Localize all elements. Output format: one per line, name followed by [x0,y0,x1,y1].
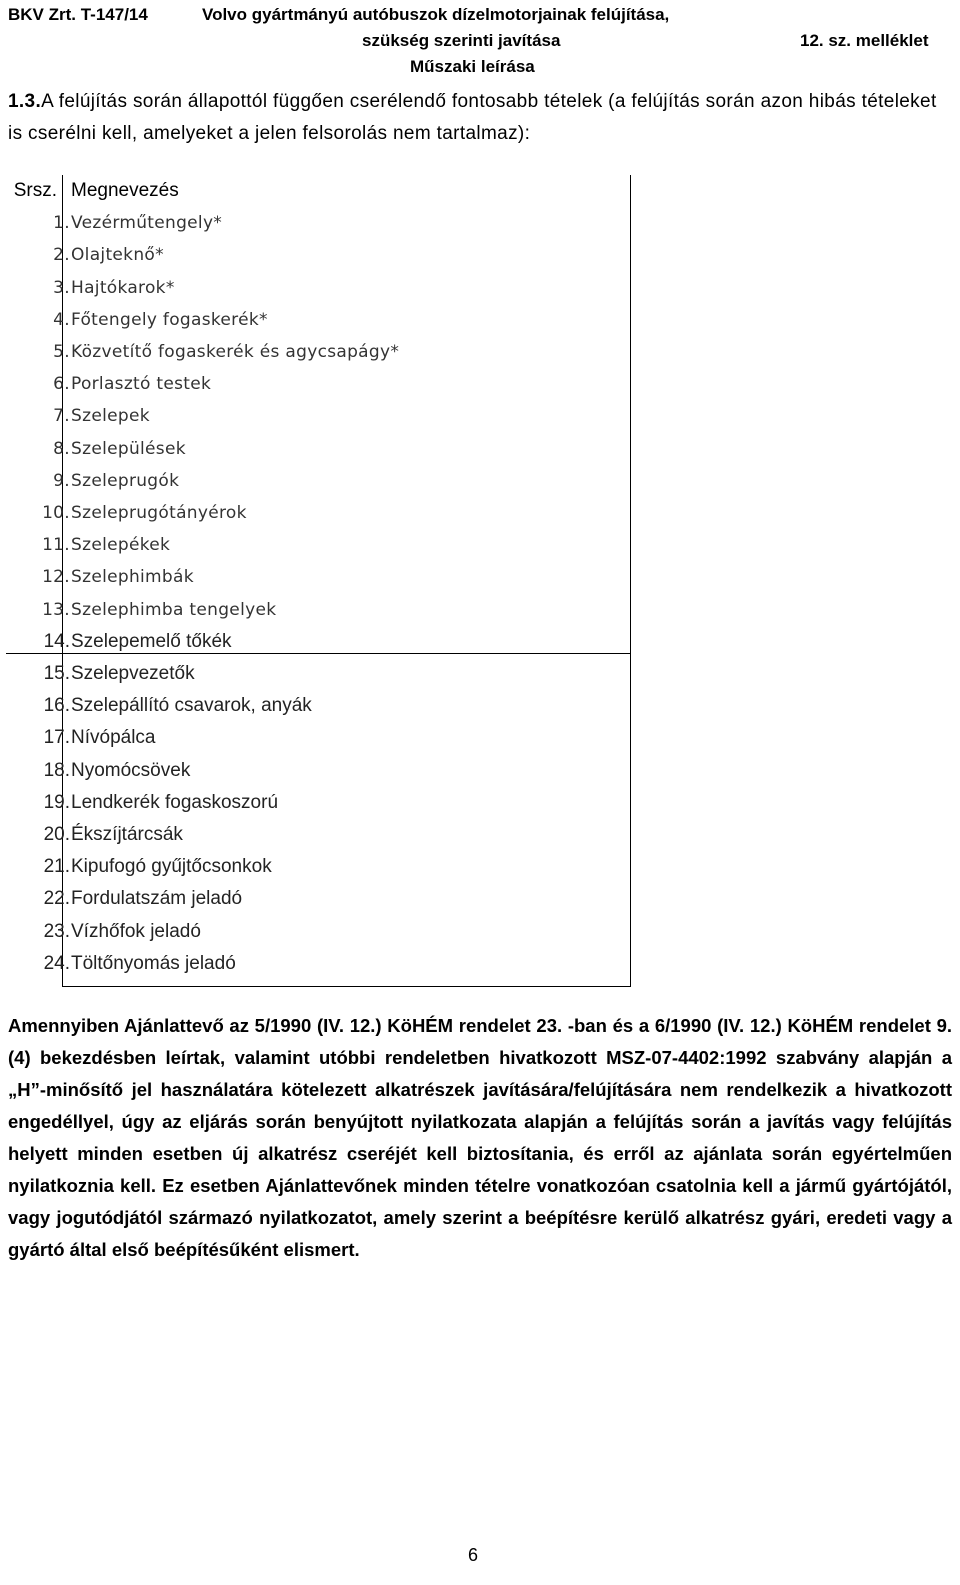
row-name: Kipufogó gyűjtőcsonkok [71,856,272,877]
table-row [6,883,640,915]
row-number: 22. [43,888,70,909]
table-row [6,626,640,658]
header-line-1 [8,4,670,26]
table-header-row [6,175,640,207]
row-number: 23. [43,921,70,942]
row-number: 14. [43,631,70,652]
row-name: Ékszíjtárcsák [71,824,183,845]
section-intro [8,86,952,150]
row-number: 8. [53,439,70,459]
row-name: Olajteknő* [71,245,164,265]
table-row [6,916,640,948]
row-name: Szelephimbák [71,567,194,587]
row-number: 5. [53,342,70,362]
row-number: 17. [43,727,70,748]
table-row [6,304,640,336]
table-row [6,690,640,722]
table-row [6,529,640,561]
row-name: Vízhőfok jeladó [71,921,201,942]
row-number: 2. [53,245,70,265]
row-name: Szeleprugók [71,471,180,491]
row-number: 3. [53,278,70,298]
row-name: Szelepékek [71,535,171,555]
row-number: 7. [53,406,70,426]
row-name: Porlasztó testek [71,374,212,394]
row-number: 4. [53,310,70,330]
row-name: Szelepülések [71,439,186,459]
table-row [6,755,640,787]
company-code: BKV Zrt. T-147/14 [8,5,148,24]
table-row [6,851,640,883]
section-number: 1.3. [8,91,42,112]
row-name: Közvetítő fogaskerék és agycsapágy* [71,342,400,362]
row-number: 1. [53,213,70,233]
row-number: 6. [53,374,70,394]
row-number: 15. [43,663,70,684]
row-number: 20. [43,824,70,845]
row-name: Nyomócsövek [71,760,191,781]
section-text: A felújítás során állapottól függően cserélendő fontosabb tételek (a felújítás során azon hibás tételeket is cserélni kell, amelyeket a jelen felsorolás nem tartalmaz): [8,91,937,144]
table-row [6,239,640,271]
table-row [6,948,640,980]
row-name: Töltőnyomás jeladó [71,953,236,974]
table-row [6,561,640,593]
row-number: 24. [43,953,70,974]
table-row [6,658,640,690]
row-number: 9. [53,471,70,491]
row-name: Szelepek [71,406,150,426]
row-number: 18. [43,760,70,781]
header-megnevezes: Megnevezés [71,180,179,201]
row-name: Szeleprugótányérok [71,503,247,523]
table-row [6,336,640,368]
row-name: Főtengely fogaskerék* [71,310,268,330]
parts-table [6,175,640,987]
row-number: 19. [43,792,70,813]
row-number: 11. [42,535,70,555]
row-name: Hajtókarok* [71,278,175,298]
table-row [6,497,640,529]
row-number: 13. [42,600,70,620]
row-number: 16. [43,695,70,716]
table-row [6,272,640,304]
document-type: Műszaki leírása [410,57,535,76]
table-row [6,465,640,497]
table-row [6,368,640,400]
row-name: Szelephimba tengelyek [71,600,277,620]
row-number: 12. [42,567,70,587]
row-number: 10. [42,503,70,523]
table-row [6,787,640,819]
document-title: Volvo gyártmányú autóbuszok dízelmotorjainak felújítása, [202,5,670,24]
row-name: Fordulatszám jeladó [71,888,243,909]
table-row [6,207,640,239]
annex-label: 12. sz. melléklet [800,31,929,50]
header-srsz: Srsz. [13,180,57,201]
table-row [6,594,640,626]
row-name: Szelepvezetők [71,663,195,684]
document-subtitle: szükség szerinti javítása [362,31,561,50]
row-name: Vezérműtengely* [71,213,223,233]
row-number: 21. [43,856,70,877]
table-bottom-border [62,986,631,987]
table-row [6,722,640,754]
table-row [6,433,640,465]
table-row [6,819,640,851]
row-name: Szelepállító csavarok, anyák [71,695,312,716]
row-name: Nívópálca [71,727,156,748]
body-paragraph: Amennyiben Ajánlattevő az 5/1990 (IV. 12.) KöHÉM rendelet 23. -ban és a 6/1990 (IV. 12.) KöHÉM rendelet 9. (4) bekezdésben leírtak, valamint utóbbi rendeletben hivatkozott MSZ-07-4402:1992 szabvány alapján a „H”-minősítő jel használatára kötelezett alkatrészek javítására/felújítására nem rendelkezik a hivatkozott engedéllyel, úgy az eljárás során benyújtott nyilatkozata alapján a felújítás során a javítás vagy felújítás helyett minden esetben új alkatrész cseréjét kell biztosítania, és erről az ajánlata során egyértelműen nyilatkoznia kell. Ez esetben Ajánlattevőnek minden tételre vonatkozóan csatolnia kell a jármű gyártójától, vagy jogutódjától származó nyilatkozatot, amely szerint a beépítésre kerülő alkatrész gyári, eredeti vagy a gyártó által első beépítésűként elismert. [8,1015,952,1260]
row-name: Lendkerék fogaskoszorú [71,792,279,813]
page-number: 6 [468,1545,479,1565]
row-name: Szelepemelő tőkék [71,631,232,652]
table-row [6,400,640,432]
